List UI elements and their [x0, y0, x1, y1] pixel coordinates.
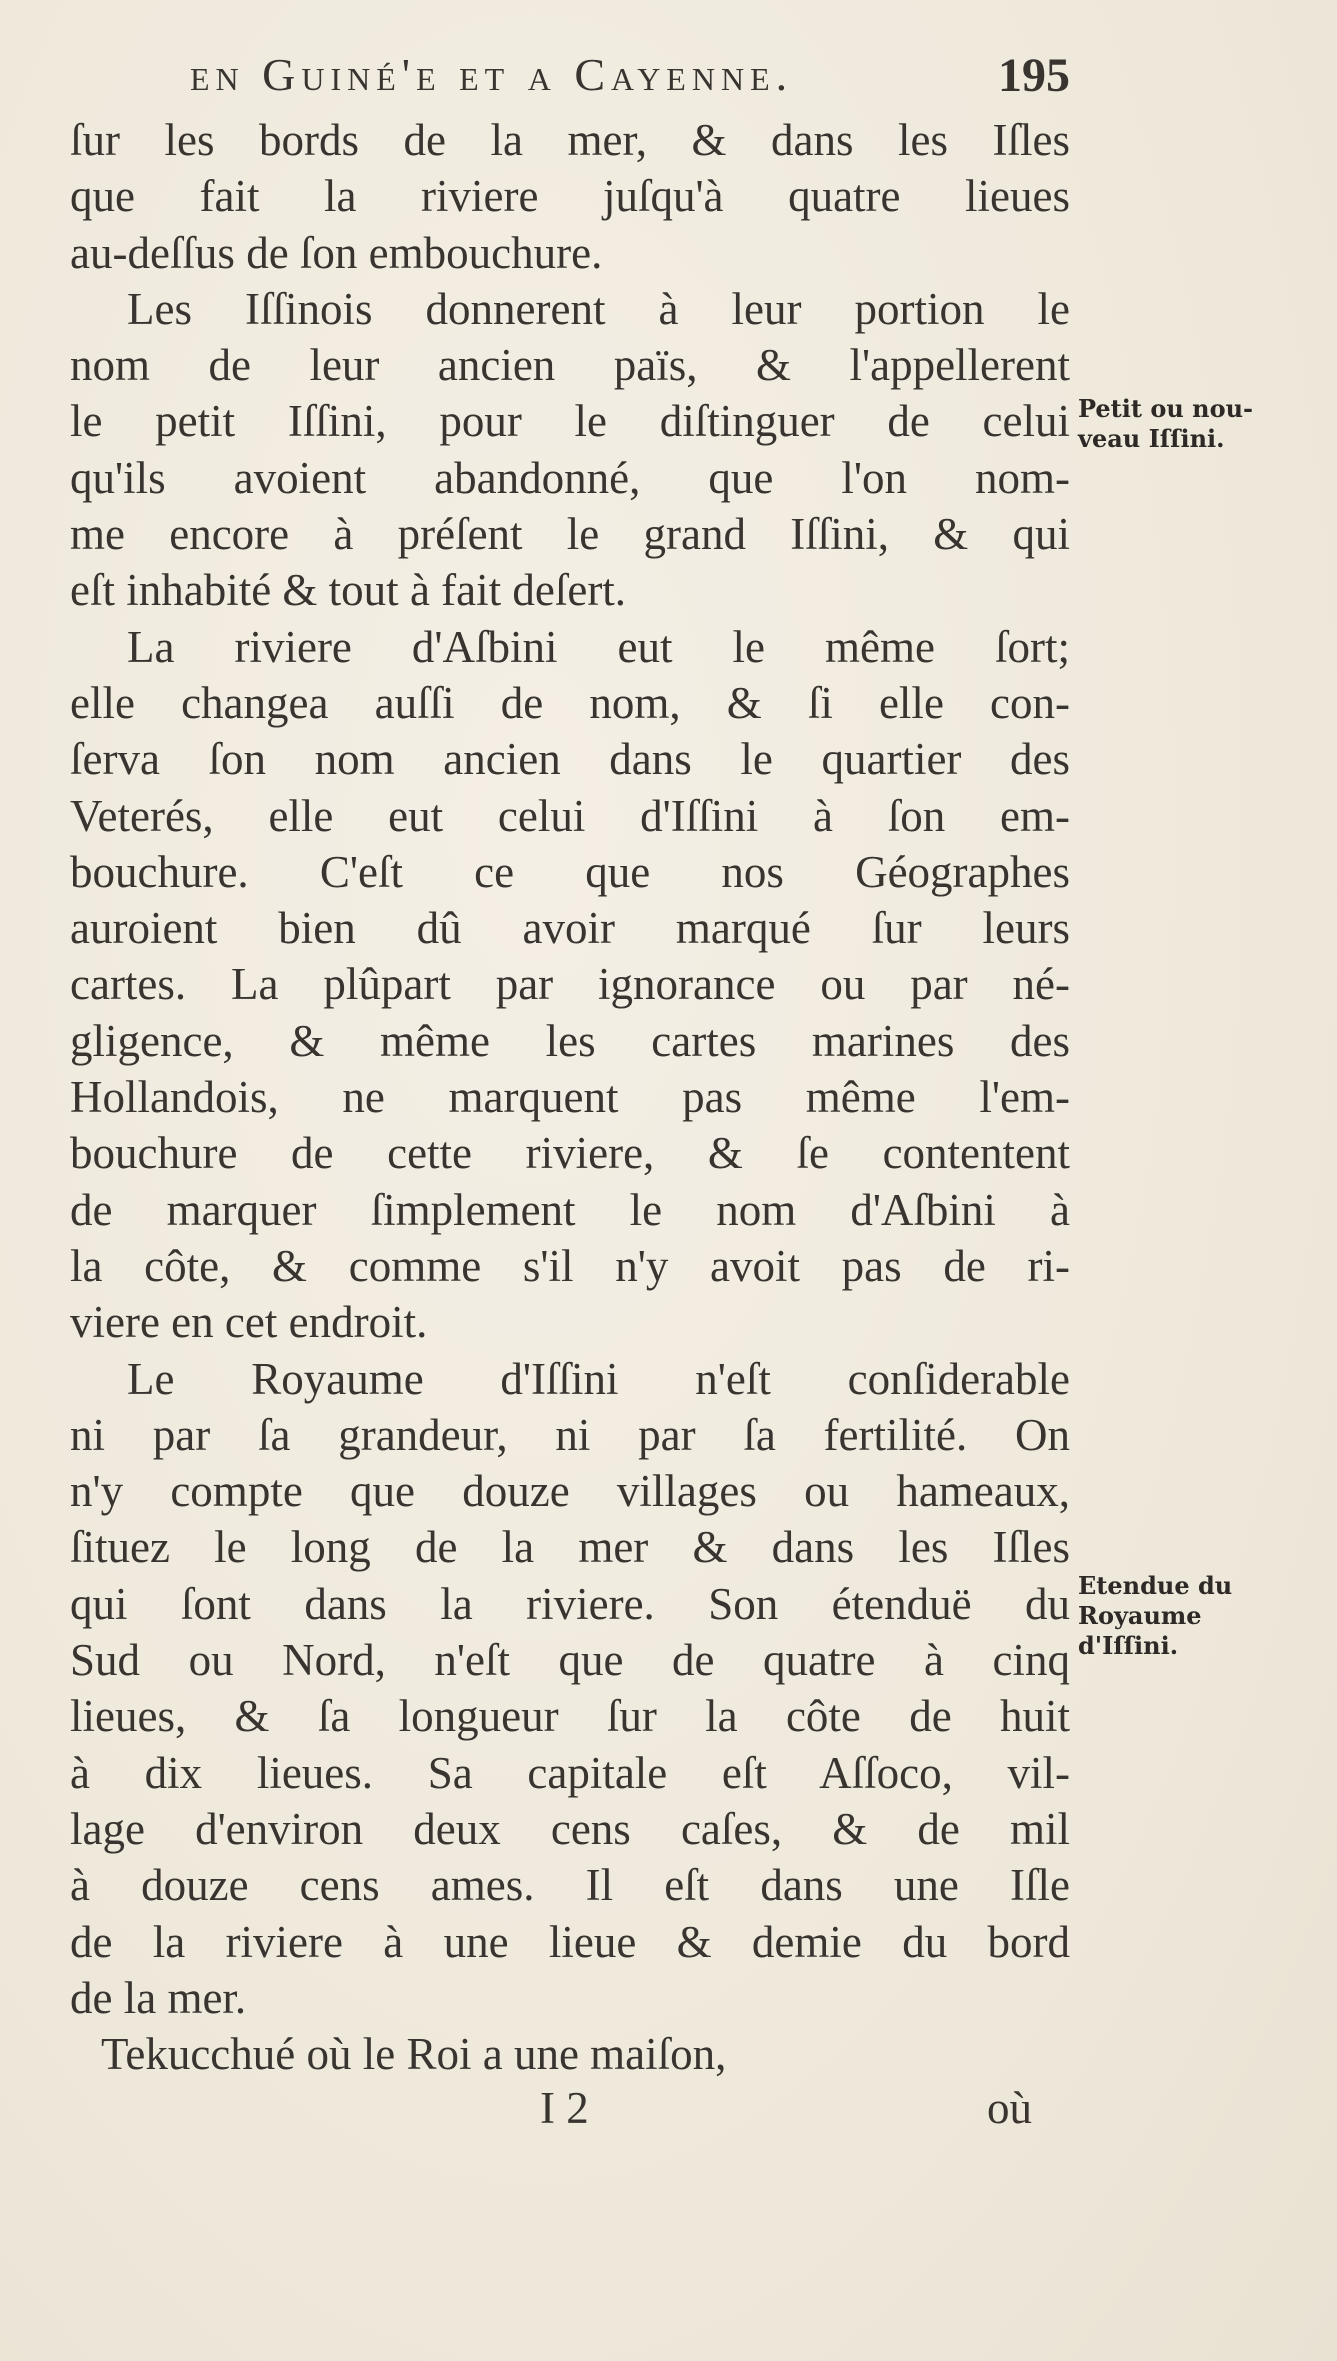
margin-note-line: d'Iſſini. [1078, 1631, 1179, 1660]
margin-note-line: veau Iſſini. [1078, 424, 1225, 453]
text-line: Le Royaume d'Iſſini n'eſt conſiderable [127, 1353, 1070, 1404]
margin-note-etendue [1078, 1571, 1328, 1661]
text-line: elle changea auſſi de nom, & ſi elle con- [70, 677, 1070, 728]
page-header [190, 48, 1070, 118]
text-line: ſerva ſon nom ancien dans le quartier des [70, 734, 1070, 785]
text-line: gligence, & même les cartes marines des [70, 1015, 1070, 1066]
text-line: qu'ils avoient abandonné, que l'on nom- [70, 452, 1070, 503]
text-line: n'y compte que douze villages ou hameaux, [70, 1466, 1070, 1517]
text-line: bouchure de cette riviere, & ſe contentent [70, 1128, 1070, 1179]
text-line: me encore à préſent le grand Iſſini, & qui [70, 509, 1070, 560]
margin-note-line: Royaume [1078, 1601, 1202, 1630]
text-line: lieues, & ſa longueur ſur la côte de huit [70, 1691, 1070, 1742]
text-line: au-deſſus de ſon embouchure. [70, 227, 603, 278]
text-line: à dix lieues. Sa capitale eſt Aſſoco, vil- [70, 1747, 1070, 1798]
page-number: 195 [998, 49, 1070, 102]
text-line: Tekucchué où le Roi a une maiſon, [101, 2029, 727, 2080]
signature-mark: I 2 [540, 2083, 589, 2133]
text-line: de la riviere à une lieue & demie du bord [70, 1916, 1070, 1967]
main-text [70, 112, 1070, 2082]
catchword: où [987, 2083, 1032, 2133]
text-line: ſur les bords de la mer, & dans les Iſles [70, 115, 1070, 165]
text-line: Veterés, elle eut celui d'Iſſini à ſon em- [70, 790, 1070, 841]
text-line: nom de leur ancien païs, & l'appellerent [70, 340, 1070, 391]
margin-note-line: Etendue du [1078, 1571, 1233, 1600]
text-line: eſt inhabité & tout à fait deſert. [70, 565, 627, 616]
text-line: Les Iſſinois donnerent à leur portion le [127, 283, 1070, 334]
text-line: auroient bien dû avoir marqué ſur leurs [70, 903, 1070, 954]
page-footer [70, 2082, 1070, 2142]
text-line: viere en cet endroit. [70, 1297, 428, 1348]
running-title: en Guiné'e et a Cayenne. [190, 49, 794, 100]
margin-note-line: Petit ou nou- [1078, 394, 1253, 423]
text-line: lage d'environ deux cens caſes, & de mil [70, 1803, 1070, 1854]
text-line: la côte, & comme s'il n'y avoit pas de ri- [70, 1240, 1070, 1291]
text-line: Sud ou Nord, n'eſt que de quatre à cinq [70, 1635, 1070, 1686]
text-line: Hollandois, ne marquent pas même l'em- [70, 1072, 1070, 1123]
text-line: de la mer. [70, 1972, 247, 2023]
text-line: ſituez le long de la mer & dans les Iſles [70, 1522, 1070, 1573]
text-line: bouchure. C'eſt ce que nos Géographes [70, 846, 1070, 897]
text-line: à douze cens ames. Il eſt dans une Iſle [70, 1860, 1070, 1911]
text-line: le petit Iſſini, pour le diſtinguer de celui [70, 396, 1070, 447]
text-line: qui ſont dans la riviere. Son étenduë du [70, 1578, 1070, 1629]
text-line: cartes. La plûpart par ignorance ou par né- [70, 959, 1070, 1010]
text-line: La riviere d'Aſbini eut le même ſort; [127, 621, 1070, 672]
margin-note-petit-issini [1078, 394, 1328, 454]
text-line: que fait la riviere juſqu'à quatre lieues [70, 171, 1070, 222]
text-line: de marquer ſimplement le nom d'Aſbini à [70, 1184, 1070, 1235]
text-line: ni par ſa grandeur, ni par ſa fertilité. On [70, 1409, 1070, 1460]
